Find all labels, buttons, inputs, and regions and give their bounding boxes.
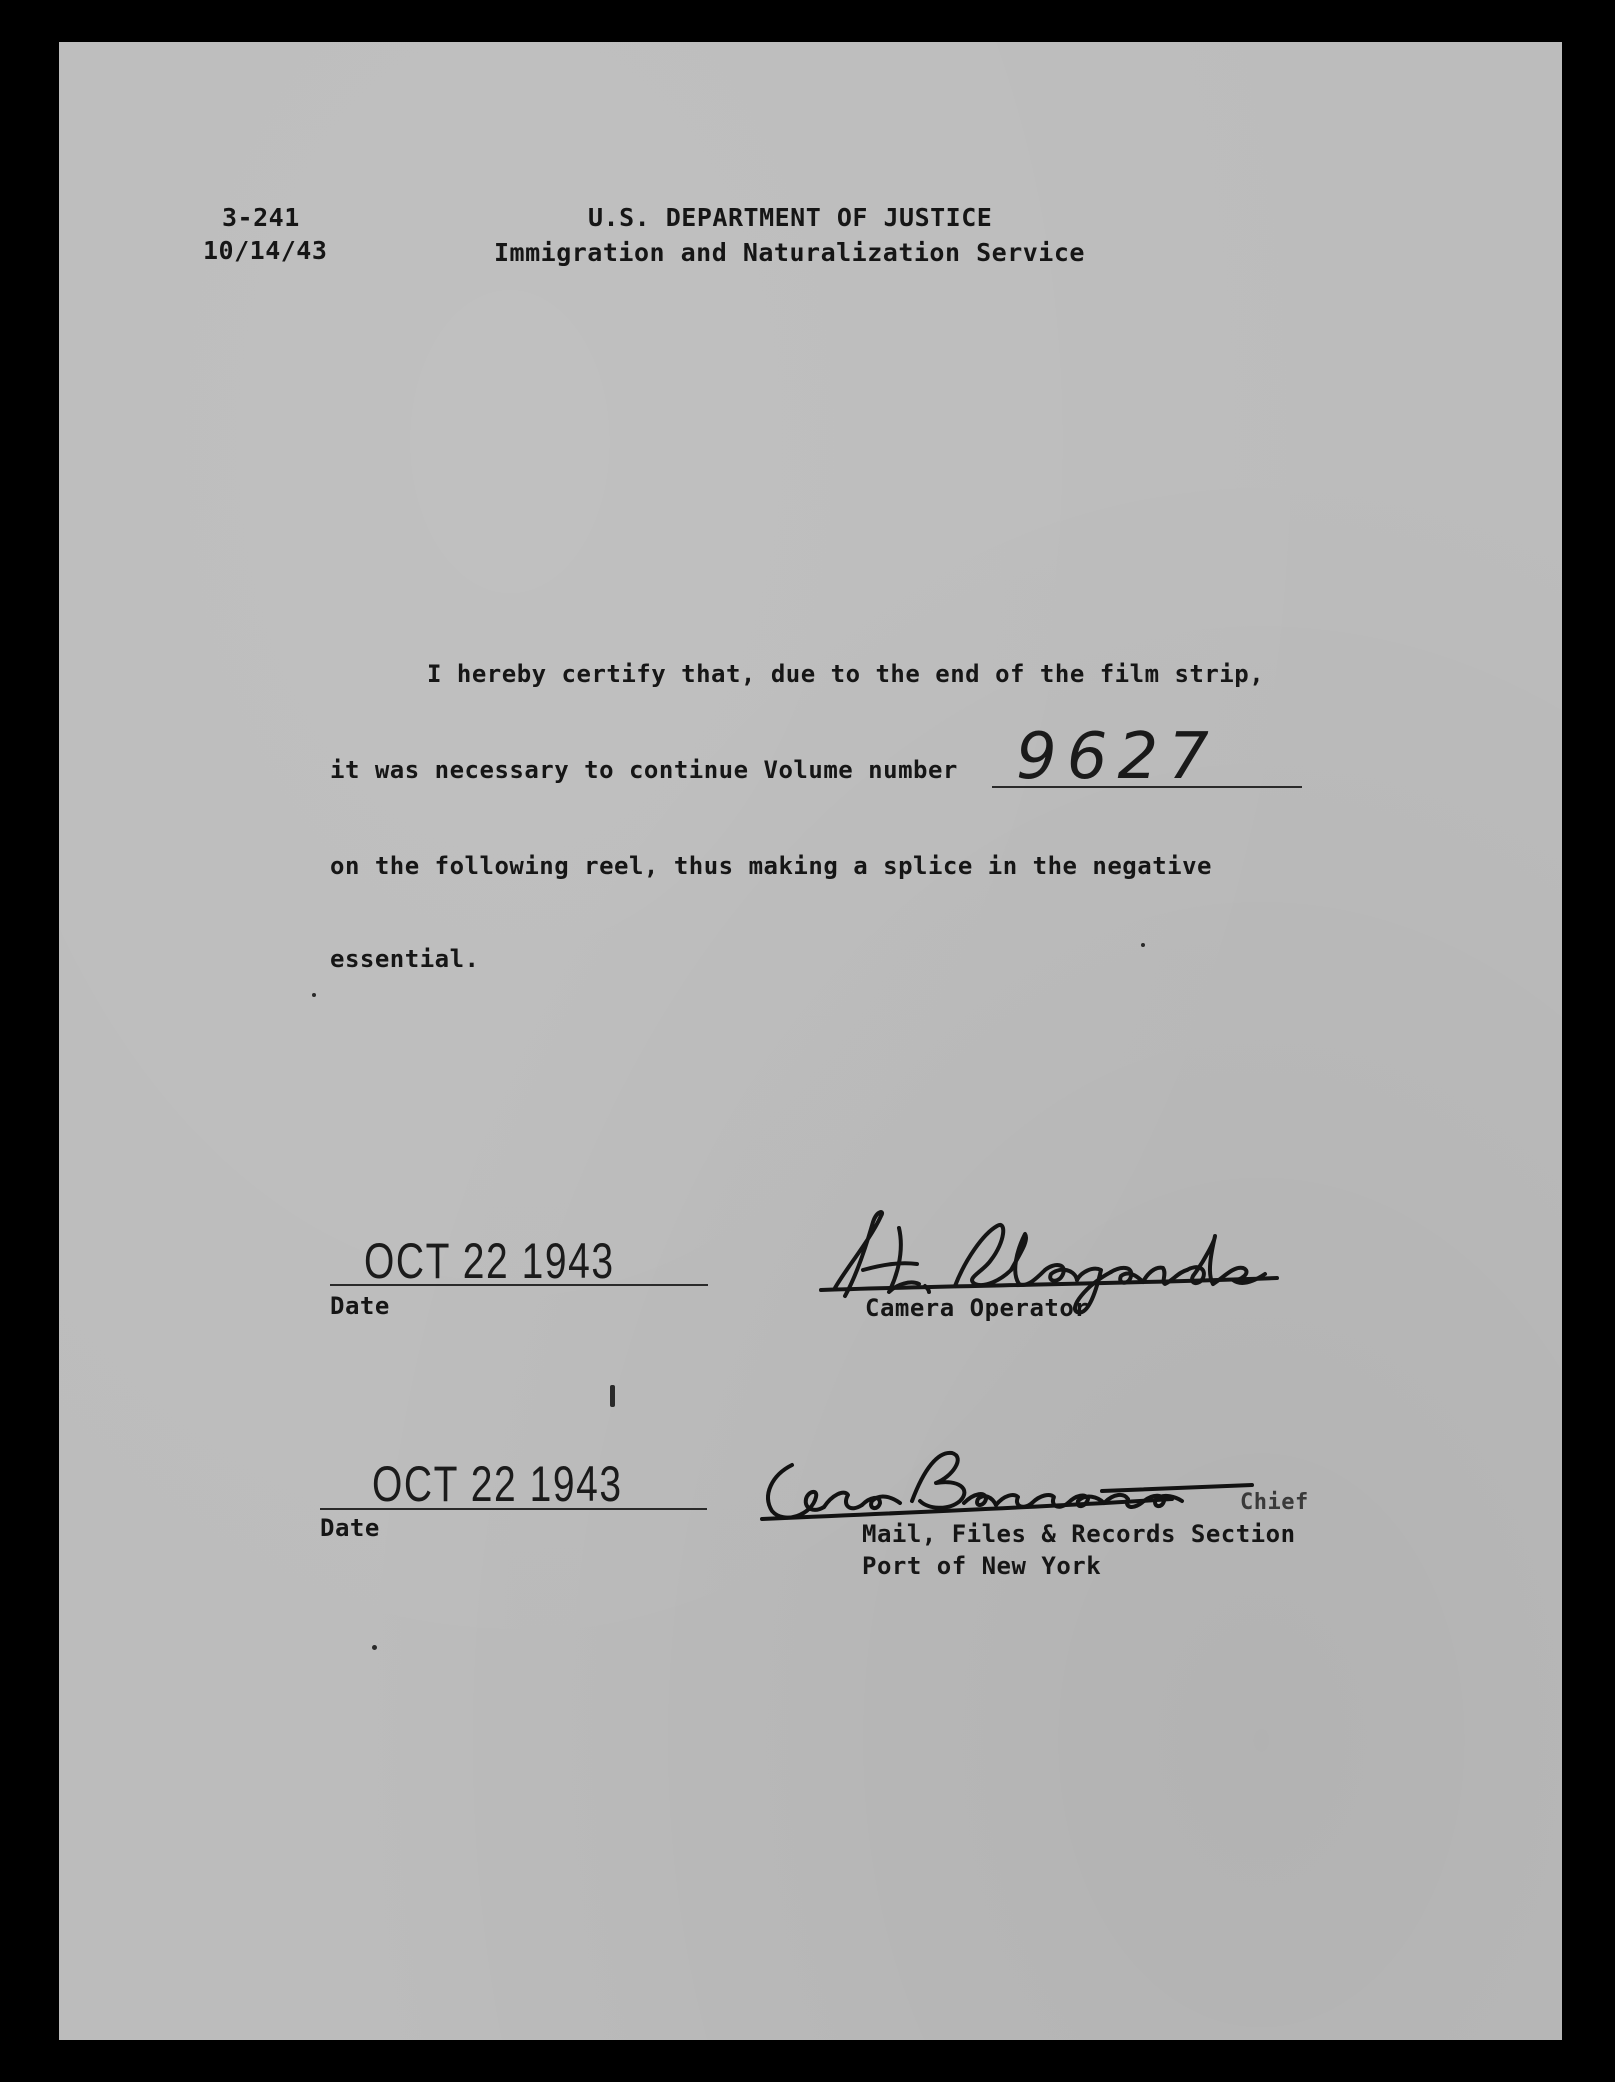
form-date: 10/14/43	[203, 236, 328, 265]
service-heading: Immigration and Naturalization Service	[494, 238, 1085, 267]
volume-number: 9627	[1016, 720, 1219, 794]
form-number: 3-241	[222, 203, 300, 232]
department-heading: U.S. DEPARTMENT OF JUSTICE	[588, 203, 993, 232]
date-line-2	[320, 1508, 707, 1510]
section-name: Mail, Files & Records Section	[862, 1520, 1296, 1548]
certify-line-3: on the following reel, thus making a splice in the negative	[330, 852, 1213, 880]
ink-speck	[312, 993, 316, 997]
ink-speck	[372, 1645, 377, 1650]
chief-title-struck: Chief	[1240, 1490, 1309, 1515]
date-label-2: Date	[320, 1514, 380, 1542]
ink-speck	[1141, 943, 1145, 947]
date-stamp-2: OCT 22 1943	[372, 1456, 623, 1512]
date-stamp-1: OCT 22 1943	[364, 1233, 615, 1289]
port-name: Port of New York	[862, 1552, 1102, 1580]
ink-speck	[610, 1385, 615, 1407]
document-page	[59, 42, 1562, 2040]
date-label-1: Date	[330, 1292, 390, 1320]
date-line-1	[330, 1284, 708, 1286]
certify-line-1: I hereby certify that, due to the end of the film strip,	[427, 660, 1265, 688]
certify-line-2: it was necessary to continue Volume number	[330, 756, 958, 784]
certify-line-4: essential.	[330, 945, 480, 973]
camera-operator-title: Camera Operator	[865, 1294, 1090, 1322]
